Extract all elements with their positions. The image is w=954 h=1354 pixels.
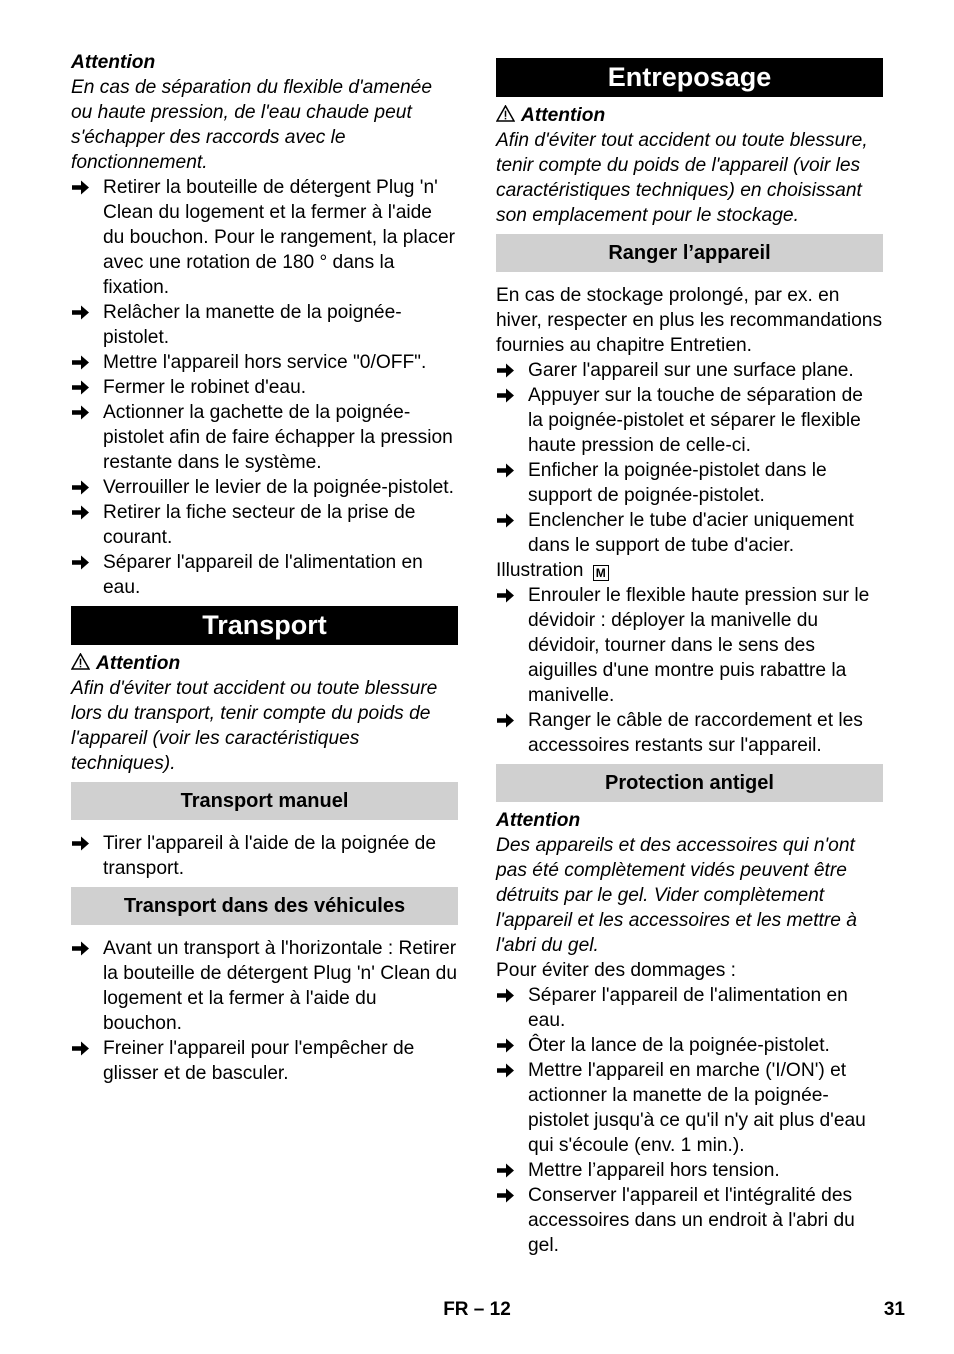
list-item	[496, 508, 883, 558]
list-item-text: Enclencher le tube d'acier uniquement dans le support de tube d'acier.	[528, 510, 854, 556]
list-item	[71, 1036, 458, 1086]
list-item	[71, 300, 458, 350]
step-list	[496, 358, 883, 558]
arrow-right-icon	[71, 554, 90, 571]
list-item	[496, 458, 883, 508]
attention-text: En cas de séparation du flexible d'amenée ou haute pression, de l'eau chaude peut s'échapper des raccords avec le fonctionnement.	[71, 77, 433, 173]
list-item	[71, 500, 458, 550]
footer-page-label: FR – 12	[443, 1299, 511, 1320]
arrow-right-icon	[496, 1062, 515, 1079]
step-list	[71, 175, 458, 600]
illustration-box: M	[593, 565, 609, 581]
list-item	[496, 1183, 883, 1258]
list-item	[71, 350, 458, 375]
attention-text: Afin d'éviter tout accident ou toute blessure, tenir compte du poids de l'appareil (voir les caractéristiques techniques) en choisissant son emplacement pour le stockage.	[496, 130, 868, 226]
list-item-text: Retirer la bouteille de détergent Plug 'n' Clean du logement et la fermer à l'aide du bouchon. Pour le rangement, la placer avec une rotation de 180 ° dans la fixation.	[103, 177, 455, 298]
list-item	[496, 1158, 883, 1183]
subheading-ranger: Ranger l’appareil	[496, 234, 883, 272]
attention-text: Afin d'éviter tout accident ou toute blessure lors du transport, tenir compte du poids de l'appareil (voir les caractéristiques techniques).	[71, 678, 438, 774]
list-item-text: Enficher la poignée-pistolet dans le support de poignée-pistolet.	[528, 460, 827, 506]
list-item-text: Séparer l'appareil de l'alimentation en eau.	[103, 552, 423, 598]
list-item	[71, 375, 458, 400]
list-item	[71, 475, 458, 500]
arrow-right-icon	[496, 1187, 515, 1204]
arrow-right-icon	[496, 387, 515, 404]
list-item	[496, 383, 883, 458]
list-item-text: Relâcher la manette de la poignée-pistolet.	[103, 302, 402, 348]
arrow-right-icon	[71, 479, 90, 496]
step-list	[496, 983, 883, 1258]
step-list	[496, 583, 883, 758]
arrow-right-icon	[71, 404, 90, 421]
list-item-text: Fermer le robinet d'eau.	[103, 377, 307, 398]
list-item-text: Mettre l’appareil hors tension.	[528, 1160, 780, 1181]
warning-icon	[71, 653, 90, 670]
list-item-text: Actionner la gachette de la poignée-pistolet afin de faire échapper la pression restante dans le système.	[103, 402, 453, 473]
list-item-text: Ôter la lance de la poignée-pistolet.	[528, 1035, 830, 1056]
list-item-text: Retirer la fiche secteur de la prise de courant.	[103, 502, 416, 548]
list-item	[71, 175, 458, 300]
list-item	[71, 831, 458, 881]
arrow-right-icon	[71, 354, 90, 371]
attention-text: Des appareils et des accessoires qui n'ont pas été complètement vidés peuvent être détruits par le gel. Vider complètement l'appareil et les accessoires et les mettre à l'abri du gel.	[496, 835, 857, 956]
list-item	[496, 983, 883, 1033]
page-number: 31	[883, 1299, 905, 1320]
arrow-right-icon	[496, 712, 515, 729]
list-item-text: Mettre l'appareil hors service "0/OFF".	[103, 352, 427, 373]
list-item-text: Garer l'appareil sur une surface plane.	[528, 360, 854, 381]
arrow-right-icon	[71, 1040, 90, 1057]
illustration-ref: Illustration M	[496, 558, 883, 583]
subheading-transport-vehicules: Transport dans des véhicules	[71, 887, 458, 925]
arrow-right-icon	[496, 362, 515, 379]
left-column	[71, 50, 458, 1086]
list-item-text: Freiner l'appareil pour l'empêcher de glisser et de basculer.	[103, 1038, 415, 1084]
list-item-text: Avant un transport à l'horizontale : Retirer la bouteille de détergent Plug 'n' Clean du logement et la fermer à l'aide du bouchon.	[103, 938, 458, 1034]
step-list	[71, 936, 458, 1086]
intro-text: Pour éviter des dommages :	[496, 960, 736, 981]
intro-text: En cas de stockage prolongé, par ex. en hiver, respecter en plus les recommandations fournies au chapitre Entretien.	[496, 285, 883, 356]
list-item-text: Ranger le câble de raccordement et les accessoires restants sur l'appareil.	[528, 710, 863, 756]
arrow-right-icon	[71, 179, 90, 196]
subheading-antigel: Protection antigel	[496, 764, 883, 802]
list-item-text: Enrouler le flexible haute pression sur le dévidoir : déployer la manivelle du dévidoir, tourner dans le sens des aiguilles d'une montre puis rabattre la manivelle.	[528, 585, 870, 706]
list-item-text: Séparer l'appareil de l'alimentation en eau.	[528, 985, 848, 1031]
arrow-right-icon	[71, 835, 90, 852]
arrow-right-icon	[71, 504, 90, 521]
list-item-text: Mettre l'appareil en marche ('I/ON') et actionner la manette de la poignée-pistolet jusqu'à ce qu'il n'y ait plus d'eau qui s'écoule (env. 1 min.).	[528, 1060, 866, 1156]
warning-icon	[496, 105, 515, 122]
right-column	[496, 50, 883, 1258]
list-item-text: Conserver l'appareil et l'intégralité des accessoires dans un endroit à l'abri du gel.	[528, 1185, 855, 1256]
arrow-right-icon	[496, 1162, 515, 1179]
arrow-right-icon	[496, 512, 515, 529]
list-item	[71, 400, 458, 475]
arrow-right-icon	[496, 462, 515, 479]
list-item	[496, 708, 883, 758]
list-item	[71, 550, 458, 600]
attention-title: Attention	[496, 103, 883, 128]
step-list	[71, 831, 458, 881]
arrow-right-icon	[71, 304, 90, 321]
subheading-transport-manuel: Transport manuel	[71, 782, 458, 820]
list-item	[496, 583, 883, 708]
arrow-right-icon	[496, 1037, 515, 1054]
section-heading-transport: Transport	[71, 606, 458, 645]
list-item	[496, 1058, 883, 1158]
list-item-text: Appuyer sur la touche de séparation de la poignée-pistolet et séparer le flexible haute pression de celle-ci.	[528, 385, 863, 456]
attention-title: Attention	[496, 810, 581, 831]
arrow-right-icon	[71, 379, 90, 396]
list-item	[71, 936, 458, 1036]
arrow-right-icon	[496, 987, 515, 1004]
attention-title: Attention	[71, 651, 458, 676]
arrow-right-icon	[71, 940, 90, 957]
attention-title: Attention	[71, 52, 156, 73]
section-heading-entreposage: Entreposage	[496, 58, 883, 97]
list-item	[496, 358, 883, 383]
arrow-right-icon	[496, 587, 515, 604]
list-item	[496, 1033, 883, 1058]
list-item-text: Tirer l'appareil à l'aide de la poignée de transport.	[103, 833, 437, 879]
list-item-text: Verrouiller le levier de la poignée-pistolet.	[103, 477, 454, 498]
